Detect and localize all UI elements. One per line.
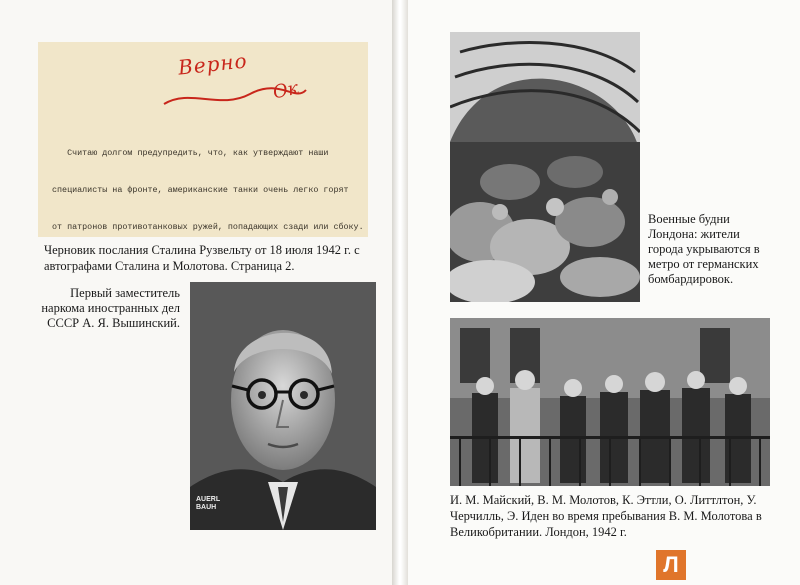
photo-credit: AUERL BAUH <box>196 496 220 511</box>
london-metro-photo <box>450 32 640 302</box>
caption-group: И. М. Майский, В. М. Молотов, К. Эттли, О. Литтлтон, У. Черчилль, Э. Иден во время пребывания В. М. Молотова в Великобритании. Лондон, 1942 г. <box>450 493 762 539</box>
publisher-logo-icon: Л <box>656 550 686 580</box>
red-scribble <box>160 82 310 112</box>
letter-typed-text <box>52 122 368 237</box>
red-signature: Верно <box>176 48 249 80</box>
caption-vyshinsky: Первый заместитель наркома иностранных дел СССР А. Я. Вышинский. <box>41 286 180 330</box>
portrait-vyshinsky-photo <box>190 282 376 530</box>
letter-line: Считаю долгом предупредить, что, как утверждают наши <box>52 147 329 158</box>
letter-draft-image <box>38 42 368 237</box>
delegation-group-photo <box>450 318 770 486</box>
letter-line: специалисты на фронте, американские танки очень легко горят <box>52 185 349 196</box>
caption-metro: Военные будни Лондона: жители города укрываются в метро от германских бомбардировок. <box>648 212 760 286</box>
caption-letter: Черновик послания Сталина Рузвельту от 18 июля 1942 г. с автографами Сталина и Молотова. Страница 2. <box>44 243 360 273</box>
book-gutter <box>392 0 408 585</box>
red-signature-ok: Ок <box>271 77 301 104</box>
letter-line: от патронов противотанковых ружей, попадающих сзади или сбоку. <box>52 222 364 233</box>
